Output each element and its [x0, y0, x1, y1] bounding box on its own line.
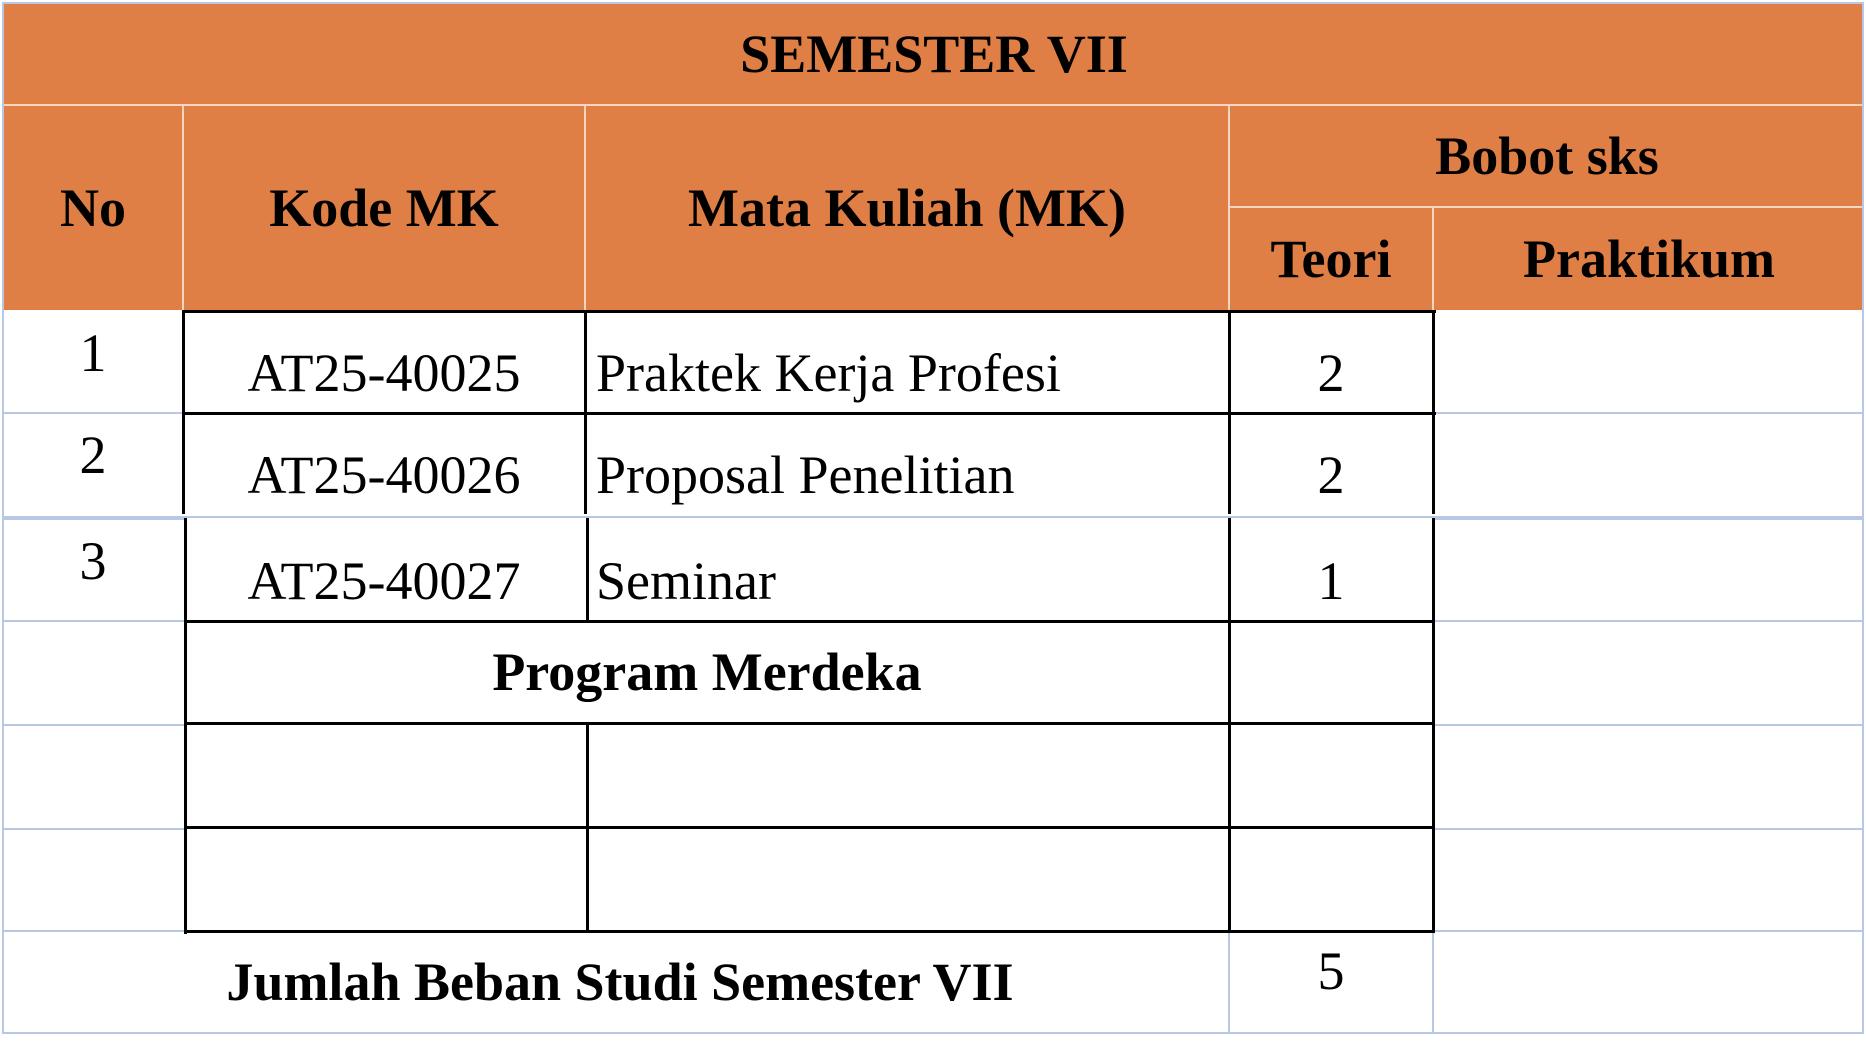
grid-line: [1432, 518, 1864, 520]
row-1-mata-kuliah: Praktek Kerja Profesi: [596, 343, 1061, 403]
grid-line: [184, 826, 1435, 829]
table-title: SEMESTER VII: [4, 4, 1864, 104]
row-2-praktikum: [1434, 414, 1864, 514]
grid-line: [4, 412, 184, 414]
row-1-kode: AT25-40025: [247, 343, 521, 403]
header-divider: [182, 106, 184, 310]
header-divider: [1432, 208, 1434, 310]
grid-line: [1432, 518, 1435, 932]
row-2-kode: AT25-40026: [247, 445, 521, 505]
grid-line: [4, 516, 1864, 518]
grid-line: [184, 518, 187, 934]
header-divider: [1228, 106, 1230, 310]
total-label: Jumlah Beban Studi Semester VII: [226, 952, 1014, 1012]
row-3-teori: 1: [1317, 551, 1345, 611]
grid-line: [184, 930, 1435, 933]
header-divider: [4, 104, 1864, 106]
grid-line: [184, 722, 1435, 725]
row-3-no: 3: [79, 531, 107, 591]
row-2-no: 2: [79, 425, 107, 485]
grid-line: [2, 2, 1864, 4]
grid-line: [4, 828, 184, 830]
grid-line: [182, 310, 1436, 313]
header-bobot-sks: Bobot sks: [1230, 106, 1864, 206]
header-divider: [584, 106, 586, 310]
grid-line: [1432, 724, 1864, 726]
row-2-mata-kuliah: Proposal Penelitian: [596, 445, 1015, 505]
grid-line: [1228, 932, 1230, 1032]
row-1-praktikum: [1434, 312, 1864, 412]
header-teori: Teori: [1230, 208, 1432, 310]
header-mata-kuliah: Mata Kuliah (MK): [586, 106, 1228, 310]
row-1-no: 1: [79, 323, 107, 383]
program-merdeka-label: Program Merdeka: [492, 642, 922, 702]
header-no: No: [4, 106, 182, 310]
grid-line: [1432, 828, 1864, 830]
row-3-praktikum: [1434, 520, 1864, 620]
grid-line: [4, 930, 184, 932]
grid-line: [1432, 932, 1434, 1032]
grid-line: [184, 620, 1435, 623]
row-3-mata-kuliah: Seminar: [596, 551, 776, 611]
grid-line: [586, 518, 589, 622]
total-teori: 5: [1317, 941, 1345, 1001]
row-2-teori: 2: [1317, 445, 1345, 505]
grid-line: [1228, 518, 1231, 932]
header-praktikum: Praktikum: [1434, 208, 1864, 310]
row-1-teori: 2: [1317, 343, 1345, 403]
grid-line: [182, 412, 1436, 415]
grid-line: [4, 620, 184, 622]
grid-line: [1432, 930, 1864, 932]
grid-line: [2, 1032, 1864, 1034]
header-kode-mk: Kode MK: [184, 106, 584, 310]
grid-line: [4, 518, 184, 520]
grid-line: [4, 724, 184, 726]
grid-line: [1432, 620, 1864, 622]
grid-line: [1432, 412, 1864, 414]
header-divider: [1230, 206, 1864, 208]
row-3-kode: AT25-40027: [247, 551, 521, 611]
